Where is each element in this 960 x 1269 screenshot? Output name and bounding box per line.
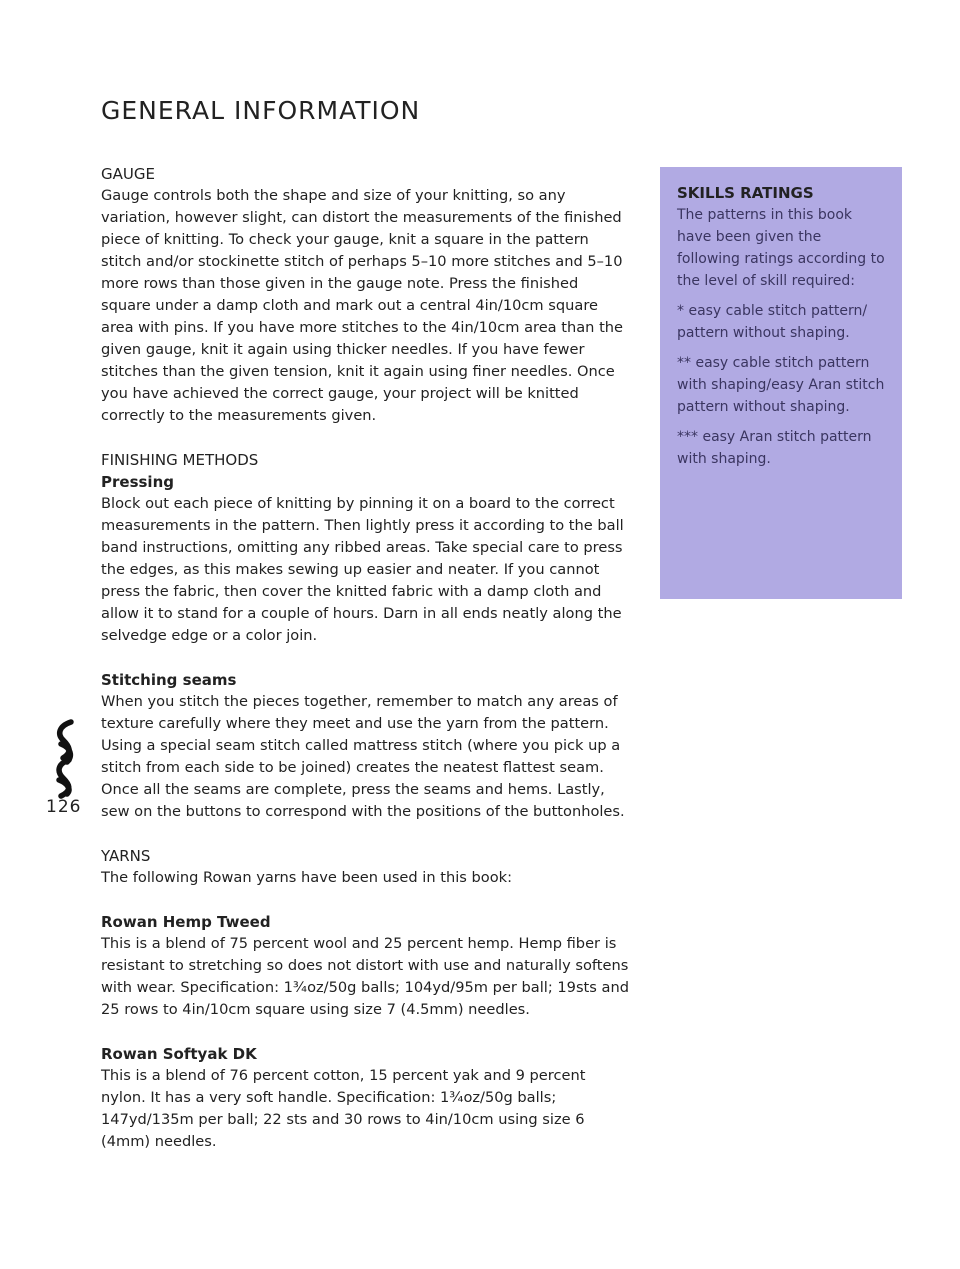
pressing-heading: Pressing: [101, 473, 174, 491]
skills-heading: SKILLS RATINGS: [677, 184, 814, 202]
finishing-section: [101, 449, 629, 823]
gauge-heading: GAUGE: [101, 165, 155, 183]
skills-intro: The patterns in this book have been given the following ratings according to the level of skill required:: [677, 207, 885, 289]
finishing-heading: FINISHING METHODS: [101, 451, 259, 469]
pressing-body: Block out each piece of knitting by pinning it on a board to the correct measurements in the pattern. Then lightly press it according to the ball band instructions, omitting any ribbed areas. Take special care to press the edges, as this makes sewing up easier and neater. If you cannot press the fabric, then cover the knitted fabric with a damp cloth and allow it to stand for a couple of hours. Darn in all ends neatly along the selvedge edge or a color join.: [101, 495, 624, 644]
stitching-body: When you stitch the pieces together, remember to match any areas of texture carefully where they meet and use the yarn from the pattern. Using a special seam stitch called mattress stitch (where you pick up a stitch from each side to be joined) creates the neatest flattest seam. Once all the seams are complete, press the seams and hems. Lastly, sew on the buttons to correspond with the positions of the buttonholes.: [101, 693, 625, 820]
yarn-description: This is a blend of 75 percent wool and 25 percent hemp. Hemp fiber is resistant to stretching so does not distort with use and naturally softens with wear. Specification: 1¾oz/50g balls; 104yd/95m per ball; 19sts and 25 rows to 4in/10cm square using size 7 (4.5mm) needles.: [101, 935, 629, 1018]
yarn-name: Rowan Hemp Tweed: [101, 913, 271, 931]
main-column: [101, 163, 629, 1153]
stitching-heading: Stitching seams: [101, 671, 237, 689]
yarns-heading: YARNS: [101, 847, 151, 865]
yarns-intro: The following Rowan yarns have been used in this book:: [101, 869, 513, 886]
yarn-name: Rowan Softyak DK: [101, 1045, 257, 1063]
gauge-body: Gauge controls both the shape and size of your knitting, so any variation, however slight, can distort the measurements of the finished piece of knitting. To check your gauge, knit a square in the pattern stitch and/or stockinette stitch of perhaps 5–10 more stitches and 5–10 more rows than those given in the gauge note. Press the finished square under a damp cloth and mark out a central 4in/10cm square area with pins. If you have more stitches to the 4in/10cm area than the given gauge, knit it again using thicker needles. If you have fewer stitches than the given tension, knit it again using finer needles. Once you have achieved the correct gauge, your project will be knitted correctly to the measurements given.: [101, 187, 624, 424]
rating-item: * easy cable stitch pattern/ pattern without shaping.: [677, 303, 868, 341]
rating-item: *** easy Aran stitch pattern with shaping.: [677, 429, 872, 467]
page-number: 126: [46, 797, 82, 817]
rating-item: ** easy cable stitch pattern with shaping/easy Aran stitch pattern without shaping.: [677, 355, 885, 415]
cable-twist-icon: [49, 718, 83, 800]
gauge-section: [101, 163, 629, 427]
skills-ratings-panel: [660, 167, 902, 599]
yarn-description: This is a blend of 76 percent cotton, 15 percent yak and 9 percent nylon. It has a very soft handle. Specification: 1¾oz/50g balls; 147yd/135m per ball; 22 sts and 30 rows to 4in/10cm using size 6 (4mm) needles.: [101, 1067, 586, 1150]
yarns-section: [101, 845, 629, 1153]
page-title: GENERAL INFORMATION: [101, 96, 421, 125]
